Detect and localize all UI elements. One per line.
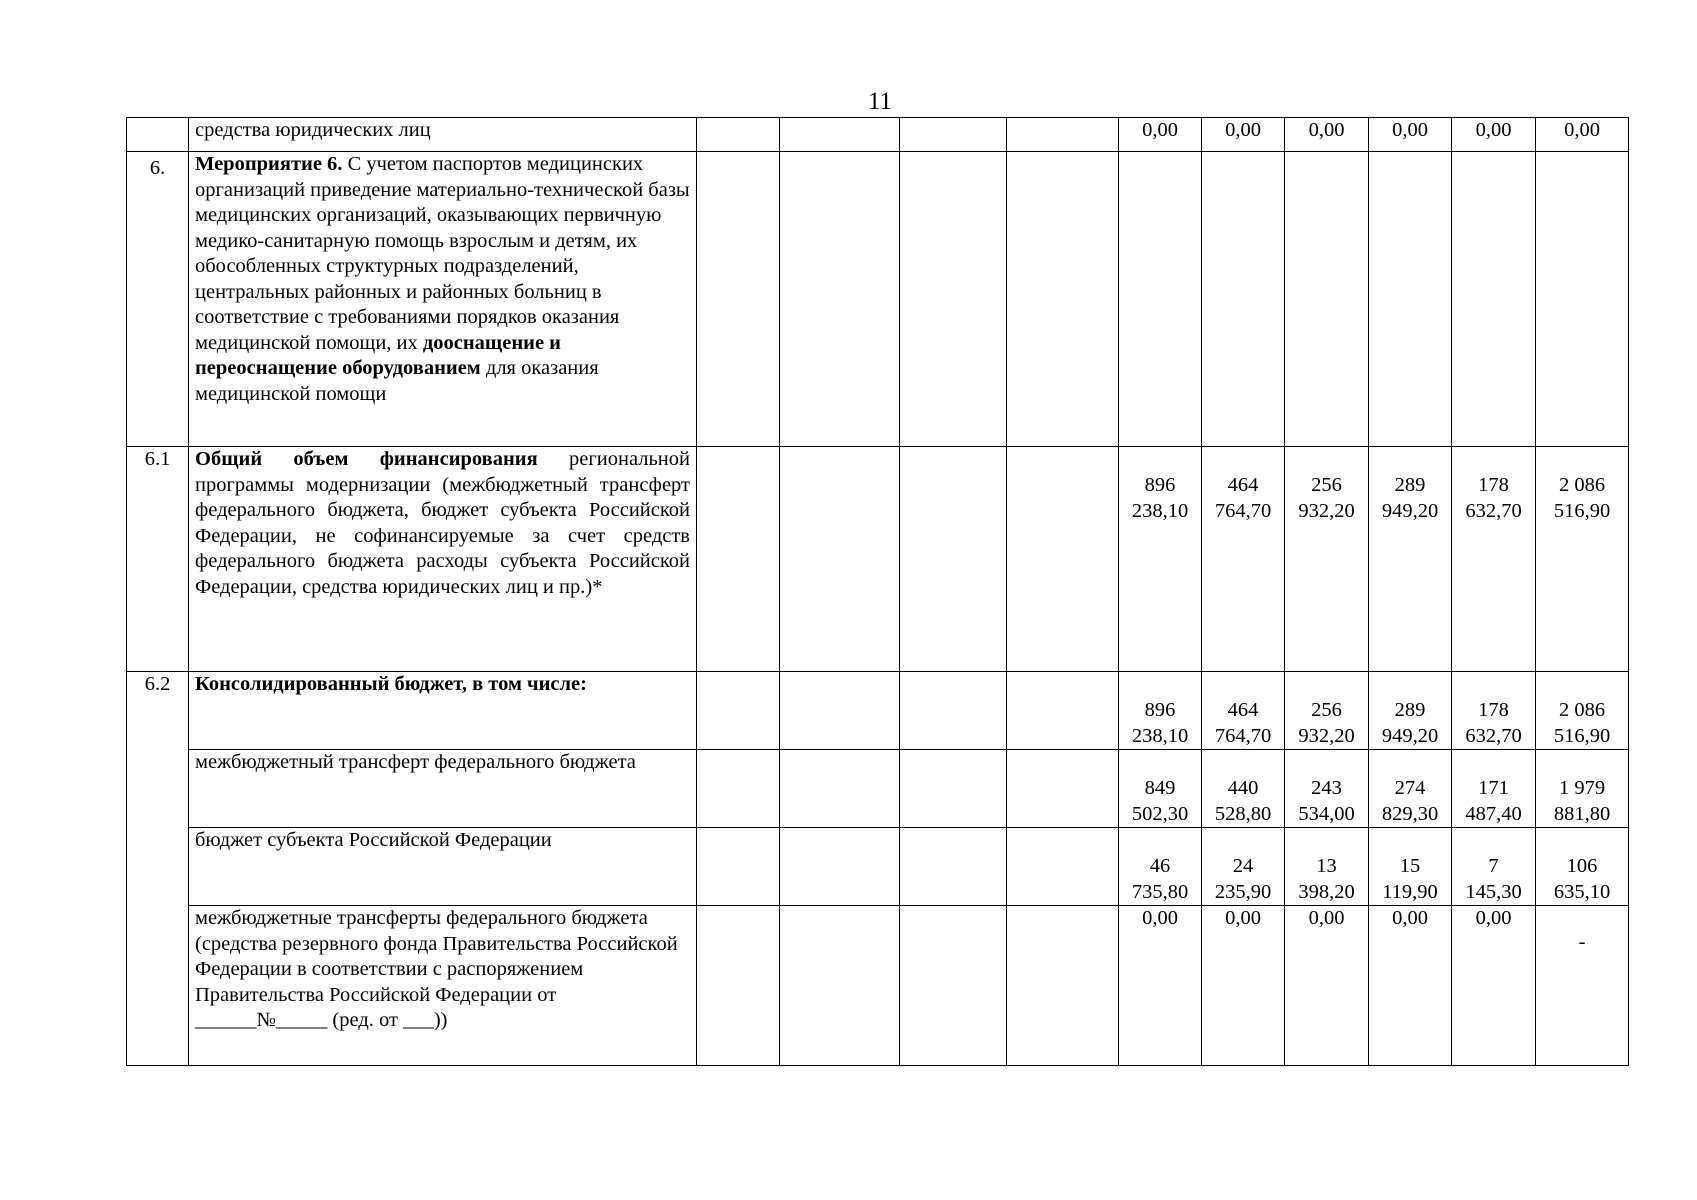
budget-table	[126, 117, 1629, 1066]
empty-cell	[900, 750, 1007, 828]
row-number-cell: 6.	[127, 152, 189, 447]
row-description: межбюджетные трансферты федерального бюджета (средства резервного фонда Правительства Российской Федерации в соответствии с распоряжением Правительства Российской Федерации от ______№_____ (ред. от ___))	[189, 906, 697, 1066]
empty-cell	[1007, 750, 1119, 828]
empty-cell	[780, 447, 900, 672]
value-cell: 849 502,30	[1119, 750, 1202, 828]
value-cell: 13 398,20	[1285, 828, 1369, 906]
empty-cell	[1007, 828, 1119, 906]
empty-cell	[780, 672, 900, 750]
value-cell: 178 632,70	[1452, 447, 1536, 672]
empty-cell	[900, 828, 1007, 906]
table-row	[127, 672, 1629, 750]
value-cell: 0,00	[1285, 118, 1369, 152]
empty-cell	[780, 118, 900, 152]
row-number-cell: 6.1	[127, 447, 189, 672]
empty-cell	[780, 906, 900, 1066]
value-cell: 440 528,80	[1202, 750, 1285, 828]
value-cell: 178 632,70	[1452, 672, 1536, 750]
value-cell: 464 764,70	[1202, 447, 1285, 672]
value-cell: 46 735,80	[1119, 828, 1202, 906]
measure-text-bold: дооснащение и переоснащение оборудованием	[195, 331, 561, 379]
empty-cell	[697, 906, 780, 1066]
empty-cell	[697, 447, 780, 672]
value-cell: 0,00	[1202, 118, 1285, 152]
empty-cell	[1119, 152, 1202, 447]
table-row	[127, 906, 1629, 1066]
value-cell: 243 534,00	[1285, 750, 1369, 828]
empty-cell	[1536, 152, 1629, 447]
value-cell: 0,00	[1119, 906, 1202, 1066]
value-cell: 7 145,30	[1452, 828, 1536, 906]
value-cell: 464 764,70	[1202, 672, 1285, 750]
value-cell: 24 235,90	[1202, 828, 1285, 906]
empty-cell	[1202, 152, 1285, 447]
empty-cell	[900, 672, 1007, 750]
value-cell: 171 487,40	[1452, 750, 1536, 828]
value-cell: 2 086 516,90	[1536, 447, 1629, 672]
empty-cell	[1007, 447, 1119, 672]
table-row	[127, 152, 1629, 447]
empty-cell	[900, 906, 1007, 1066]
table-row	[127, 828, 1629, 906]
empty-cell	[1007, 906, 1119, 1066]
empty-cell	[780, 750, 900, 828]
measure-text-end: для оказания медицинской помощи	[195, 357, 599, 405]
empty-cell	[900, 447, 1007, 672]
row-description	[189, 152, 697, 447]
empty-cell	[1285, 152, 1369, 447]
value-cell: 289 949,20	[1369, 672, 1452, 750]
row-description	[189, 447, 697, 672]
value-cell: 0,00	[1536, 118, 1629, 152]
empty-cell	[697, 118, 780, 152]
row-description: межбюджетный трансферт федерального бюджета	[189, 750, 697, 828]
row-description: бюджет субъекта Российской Федерации	[189, 828, 697, 906]
empty-cell	[780, 828, 900, 906]
value-cell: 256 932,20	[1285, 672, 1369, 750]
empty-cell	[1007, 672, 1119, 750]
value-cell: 896 238,10	[1119, 447, 1202, 672]
empty-cell	[697, 672, 780, 750]
value-cell: 0,00	[1285, 906, 1369, 1066]
row-description: средства юридических лиц	[189, 118, 697, 152]
empty-cell	[697, 152, 780, 447]
table-row	[127, 118, 1629, 152]
value-cell: 256 932,20	[1285, 447, 1369, 672]
value-cell: 15 119,90	[1369, 828, 1452, 906]
value-cell: 274 829,30	[1369, 750, 1452, 828]
empty-cell	[780, 152, 900, 447]
empty-cell	[1369, 152, 1452, 447]
value-cell: 0,00	[1119, 118, 1202, 152]
row-number-cell: 6.2	[127, 672, 189, 1066]
value-cell: 0,00	[1202, 906, 1285, 1066]
row-description: Консолидированный бюджет, в том числе:	[189, 672, 697, 750]
value-cell: 106 635,10	[1536, 828, 1629, 906]
table-row	[127, 750, 1629, 828]
empty-cell	[1007, 118, 1119, 152]
value-cell: 896 238,10	[1119, 672, 1202, 750]
measure-text: С учетом паспортов медицинских организаций приведение материально-технической базы медицинских организаций, оказывающих первичную медико-санитарную помощь взрослым и детям, их обособленных структурных подразделений, центральных районных и районных больниц в соответствие с требованиями порядков оказания медицинской помощи, их	[195, 153, 690, 354]
value-cell: 0,00	[1452, 906, 1536, 1066]
row-text: региональной программы модернизации (межбюджетный трансферт федерального бюджета, бюджет субъекта Российской Федерации, не софинансируемые за счет средств федерального бюджета расходы субъекта Российской Федерации, средства юридических лиц и пр.)*	[195, 448, 690, 598]
value-cell: 2 086 516,90	[1536, 672, 1629, 750]
row-title: Общий объем финансирования	[195, 448, 538, 470]
value-cell: -	[1536, 906, 1629, 1066]
empty-cell	[900, 152, 1007, 447]
measure-title: Мероприятие 6.	[195, 153, 343, 175]
row-number-cell	[127, 118, 189, 152]
value-cell: 0,00	[1369, 118, 1452, 152]
value-cell: 0,00	[1452, 118, 1536, 152]
empty-cell	[1452, 152, 1536, 447]
table-row	[127, 447, 1629, 672]
empty-cell	[697, 750, 780, 828]
page-number: 11	[867, 88, 893, 115]
value-cell: 0,00	[1369, 906, 1452, 1066]
empty-cell	[697, 828, 780, 906]
value-cell: 1 979 881,80	[1536, 750, 1629, 828]
value-cell: 289 949,20	[1369, 447, 1452, 672]
empty-cell	[900, 118, 1007, 152]
empty-cell	[1007, 152, 1119, 447]
